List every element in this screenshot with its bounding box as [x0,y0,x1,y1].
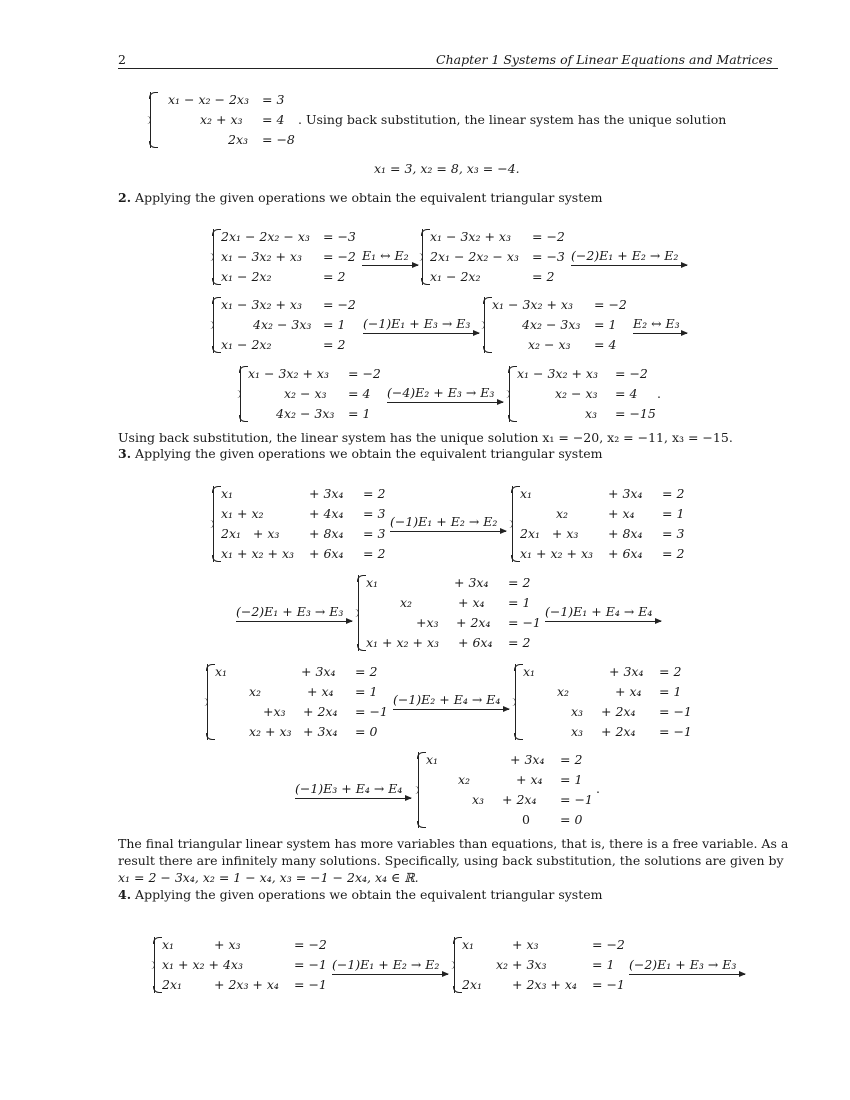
equation: x₁ − 3x₂ + x₃ [221,297,302,312]
equation-rhs: = −8 [262,132,295,147]
equation-term: + 2x₃ + x₄ [512,977,577,992]
equation-rhs: = 2 [323,269,346,284]
operation-label: (−2)E₁ + E₃ → E₃ [236,604,344,619]
equation-rhs: = 1 [355,684,378,699]
operation-label: (−2)E₁ + E₂ → E₂ [571,248,679,263]
equation-rhs: = 1 [659,684,682,699]
period: . [596,781,600,796]
equation-term: + 3x₄ [608,486,643,501]
equation-rhs: = −3 [532,249,565,264]
operation-label: (−1)E₁ + E₂ → E₂ [332,957,440,972]
problem-number: 4. [118,887,132,902]
equation: x₂ − x₃ [528,337,571,352]
equation-term: + 6x₄ [608,546,643,561]
equation: +x₃ [416,615,439,630]
equation-rhs: = 0 [560,812,583,827]
equation-term: + 3x₄ [510,752,545,767]
equation-rhs: = 2 [662,486,685,501]
problem3-conclusion-line1: The final triangular linear system has more variables than equations, that is, there is a free variable. As a [118,836,789,851]
equation-rhs: = 2 [662,546,685,561]
equation: x₂ + x₃ [200,112,243,127]
equation-term: + x₄ [608,506,635,521]
operation-arrow [362,248,418,263]
operation-arrow [236,604,352,619]
equation-rhs: = −2 [594,297,627,312]
equation-rhs: = −1 [560,792,593,807]
equation-term: 0 [522,812,530,827]
equation: 4x₂ − 3x₃ [276,406,335,421]
equation-rhs: = −2 [615,366,648,381]
equation-rhs: = −3 [323,229,356,244]
equation-term: + x₄ [615,684,642,699]
operation-arrow [633,316,687,331]
equation-rhs: = 3 [363,526,386,541]
equation: x₂ [458,772,471,787]
equation-rhs: = 3 [363,506,386,521]
operation-arrow [387,385,503,400]
problem-number: 3. [118,446,132,461]
equation-rhs: = 2 [508,635,531,650]
operation-label: (−4)E₂ + E₃ → E₃ [387,385,495,400]
equation-rhs: = 2 [323,337,346,352]
equation-rhs: = 4 [348,386,371,401]
operation-arrow [390,514,506,529]
equation: x₃ [571,704,584,719]
problem4-heading [118,887,603,902]
equation-rhs: = −2 [294,937,327,952]
equation-term: + 6x₄ [458,635,493,650]
equation-rhs: = 1 [508,595,531,610]
operation-arrow [393,692,509,707]
equation: x₁ [523,664,536,679]
equation-term: + 8x₄ [608,526,643,541]
equation: x₁ + x₂ + x₃ [221,546,295,561]
running-header: Chapter 1 Systems of Linear Equations and Matrices [436,52,773,67]
equation-term: + 2x₄ [502,792,537,807]
equation-term: + 2x₄ [303,704,338,719]
operation-label: (−1)E₁ + E₄ → E₄ [545,604,653,619]
equation: x₃ [585,406,598,421]
problem2-conclusion: Using back substitution, the linear system has the unique solution x₁ = −20, x₂ = −11, x₃ = −15. [118,430,733,445]
equation: x₁ + x₂ + 4x₃ [162,957,243,972]
equation: x₁ + x₂ [221,506,264,521]
equation: 2x₃ [228,132,249,147]
equation: x₁ [162,937,175,952]
equation: x₁ [366,575,379,590]
equation-rhs: = 1 [594,317,617,332]
equation-term: + 2x₄ [601,724,636,739]
equation-rhs: = −1 [355,704,388,719]
operation-arrow [629,957,745,972]
equation-term: + 2x₄ [601,704,636,719]
period: . [657,386,661,401]
operation-label: E₁ ↔ E₂ [362,248,409,263]
equation: x₂ [400,595,413,610]
equation: x₁ − 2x₂ [221,269,272,284]
operation-label: (−1)E₂ + E₄ → E₄ [393,692,501,707]
equation-rhs: = −15 [615,406,656,421]
equation: 2x₁ − 2x₂ − x₃ [221,229,310,244]
page-number: 2 [118,52,126,67]
equation: 2x₁ + x₃ [221,526,280,541]
equation: x₁ − 3x₂ + x₃ [221,249,302,264]
operation-label: (−1)E₁ + E₂ → E₂ [390,514,498,529]
equation-rhs: = 1 [348,406,371,421]
block1-solution: x₁ = 3, x₂ = 8, x₃ = −4. [374,161,520,176]
problem3-heading [118,446,603,461]
equation-rhs: = −2 [323,297,356,312]
equation-term: + x₃ [214,937,241,952]
equation-rhs: = −2 [532,229,565,244]
equation-term: + x₄ [307,684,334,699]
equation: x₁ + x₂ + x₃ [366,635,440,650]
equation-rhs: = −2 [592,937,625,952]
equation: x₁ − 3x₂ + x₃ [517,366,598,381]
equation-term: + 2x₃ + x₄ [214,977,279,992]
equation-rhs: = 1 [560,772,583,787]
equation: x₃ [472,792,485,807]
equation-rhs: = 1 [323,317,346,332]
problem-intro: Applying the given operations we obtain the equivalent triangular system [135,887,603,902]
equation: 2x₁ [462,977,483,992]
equation-term: + 4x₄ [309,506,344,521]
equation-rhs: = −1 [294,977,327,992]
equation-rhs: = 2 [355,664,378,679]
equation-rhs: = 4 [615,386,638,401]
operation-arrow [332,957,448,972]
equation: x₂ [556,506,569,521]
equation-rhs: = 2 [560,752,583,767]
equation: 4x₂ − 3x₃ [522,317,581,332]
equation-term: + 6x₄ [309,546,344,561]
equation-rhs: = 2 [363,546,386,561]
equation: x₁ − 2x₂ [430,269,481,284]
equation-term: + 2x₄ [456,615,491,630]
problem3-conclusion-line2: result there are infinitely many solutions. Specifically, using back substitution, the solutions are given by [118,853,784,868]
operation-arrow [545,604,661,619]
equation-rhs: = 1 [592,957,615,972]
equation: +x₃ [263,704,286,719]
equation-rhs: = 3 [262,92,285,107]
equation: 2x₁ + x₃ [520,526,579,541]
equation: x₁ − x₂ − 2x₃ [168,92,249,107]
equation-rhs: = −2 [323,249,356,264]
equation: x₁ − 2x₂ [221,337,272,352]
equation: x₁ − 3x₂ + x₃ [492,297,573,312]
equation-term: + x₄ [516,772,543,787]
operation-arrow [571,248,687,263]
equation: x₂ + x₃ [249,724,292,739]
operation-label: (−2)E₁ + E₃ → E₃ [629,957,737,972]
equation-term: + 3x₄ [454,575,489,590]
equation-rhs: = 2 [363,486,386,501]
operation-label: (−1)E₃ + E₄ → E₄ [295,781,403,796]
problem-number: 2. [118,190,132,205]
equation: x₁ − 3x₂ + x₃ [248,366,329,381]
operation-arrow [363,316,479,331]
equation-term: + 3x₄ [301,664,336,679]
equation-rhs: = −1 [659,704,692,719]
equation: x₂ [249,684,262,699]
equation-term: + 3x₄ [609,664,644,679]
equation-rhs: = −1 [659,724,692,739]
equation-term: + 3x₄ [309,486,344,501]
equation: x₂ − x₃ [284,386,327,401]
equation-rhs: = 1 [662,506,685,521]
equation: x₃ [571,724,584,739]
operation-label: E₂ ↔ E₃ [633,316,680,331]
equation-term: + 8x₄ [309,526,344,541]
equation-rhs: = 0 [355,724,378,739]
equation: x₂ − x₃ [555,386,598,401]
equation: x₂ [557,684,570,699]
equation-rhs: = 4 [262,112,285,127]
equation-rhs: = −1 [294,957,327,972]
equation-rhs: = 4 [594,337,617,352]
equation: 4x₂ − 3x₃ [253,317,312,332]
equation-rhs: = −2 [348,366,381,381]
header-rule [118,68,778,69]
equation-rhs: = −1 [508,615,541,630]
equation: 2x₁ − 2x₂ − x₃ [430,249,519,264]
equation-rhs: = −1 [592,977,625,992]
equation-term: + 3x₄ [303,724,338,739]
equation: x₁ [215,664,228,679]
equation-term: + x₄ [458,595,485,610]
problem-intro: Applying the given operations we obtain the equivalent triangular system [135,190,603,205]
equation-rhs: = 3 [662,526,685,541]
equation: x₁ [221,486,234,501]
equation: x₁ [520,486,533,501]
equation: x₁ + x₂ + x₃ [520,546,594,561]
equation: x₂ + 3x₃ [496,957,547,972]
operation-label: (−1)E₁ + E₃ → E₃ [363,316,471,331]
equation: x₁ [426,752,439,767]
equation: 2x₁ [162,977,183,992]
equation: x₁ [462,937,475,952]
equation-rhs: = 2 [508,575,531,590]
equation-rhs: = 2 [532,269,555,284]
problem3-conclusion-line3: x₁ = 2 − 3x₄, x₂ = 1 − x₄, x₃ = −1 − 2x₄, x₄ ∈ ℝ. [118,870,419,885]
block1-text: . Using back substitution, the linear system has the unique solution [298,112,727,127]
equation-rhs: = 2 [659,664,682,679]
problem-intro: Applying the given operations we obtain the equivalent triangular system [135,446,603,461]
equation-term: + x₃ [512,937,539,952]
operation-arrow [295,781,411,796]
problem2-heading [118,190,603,205]
equation: x₁ − 3x₂ + x₃ [430,229,511,244]
